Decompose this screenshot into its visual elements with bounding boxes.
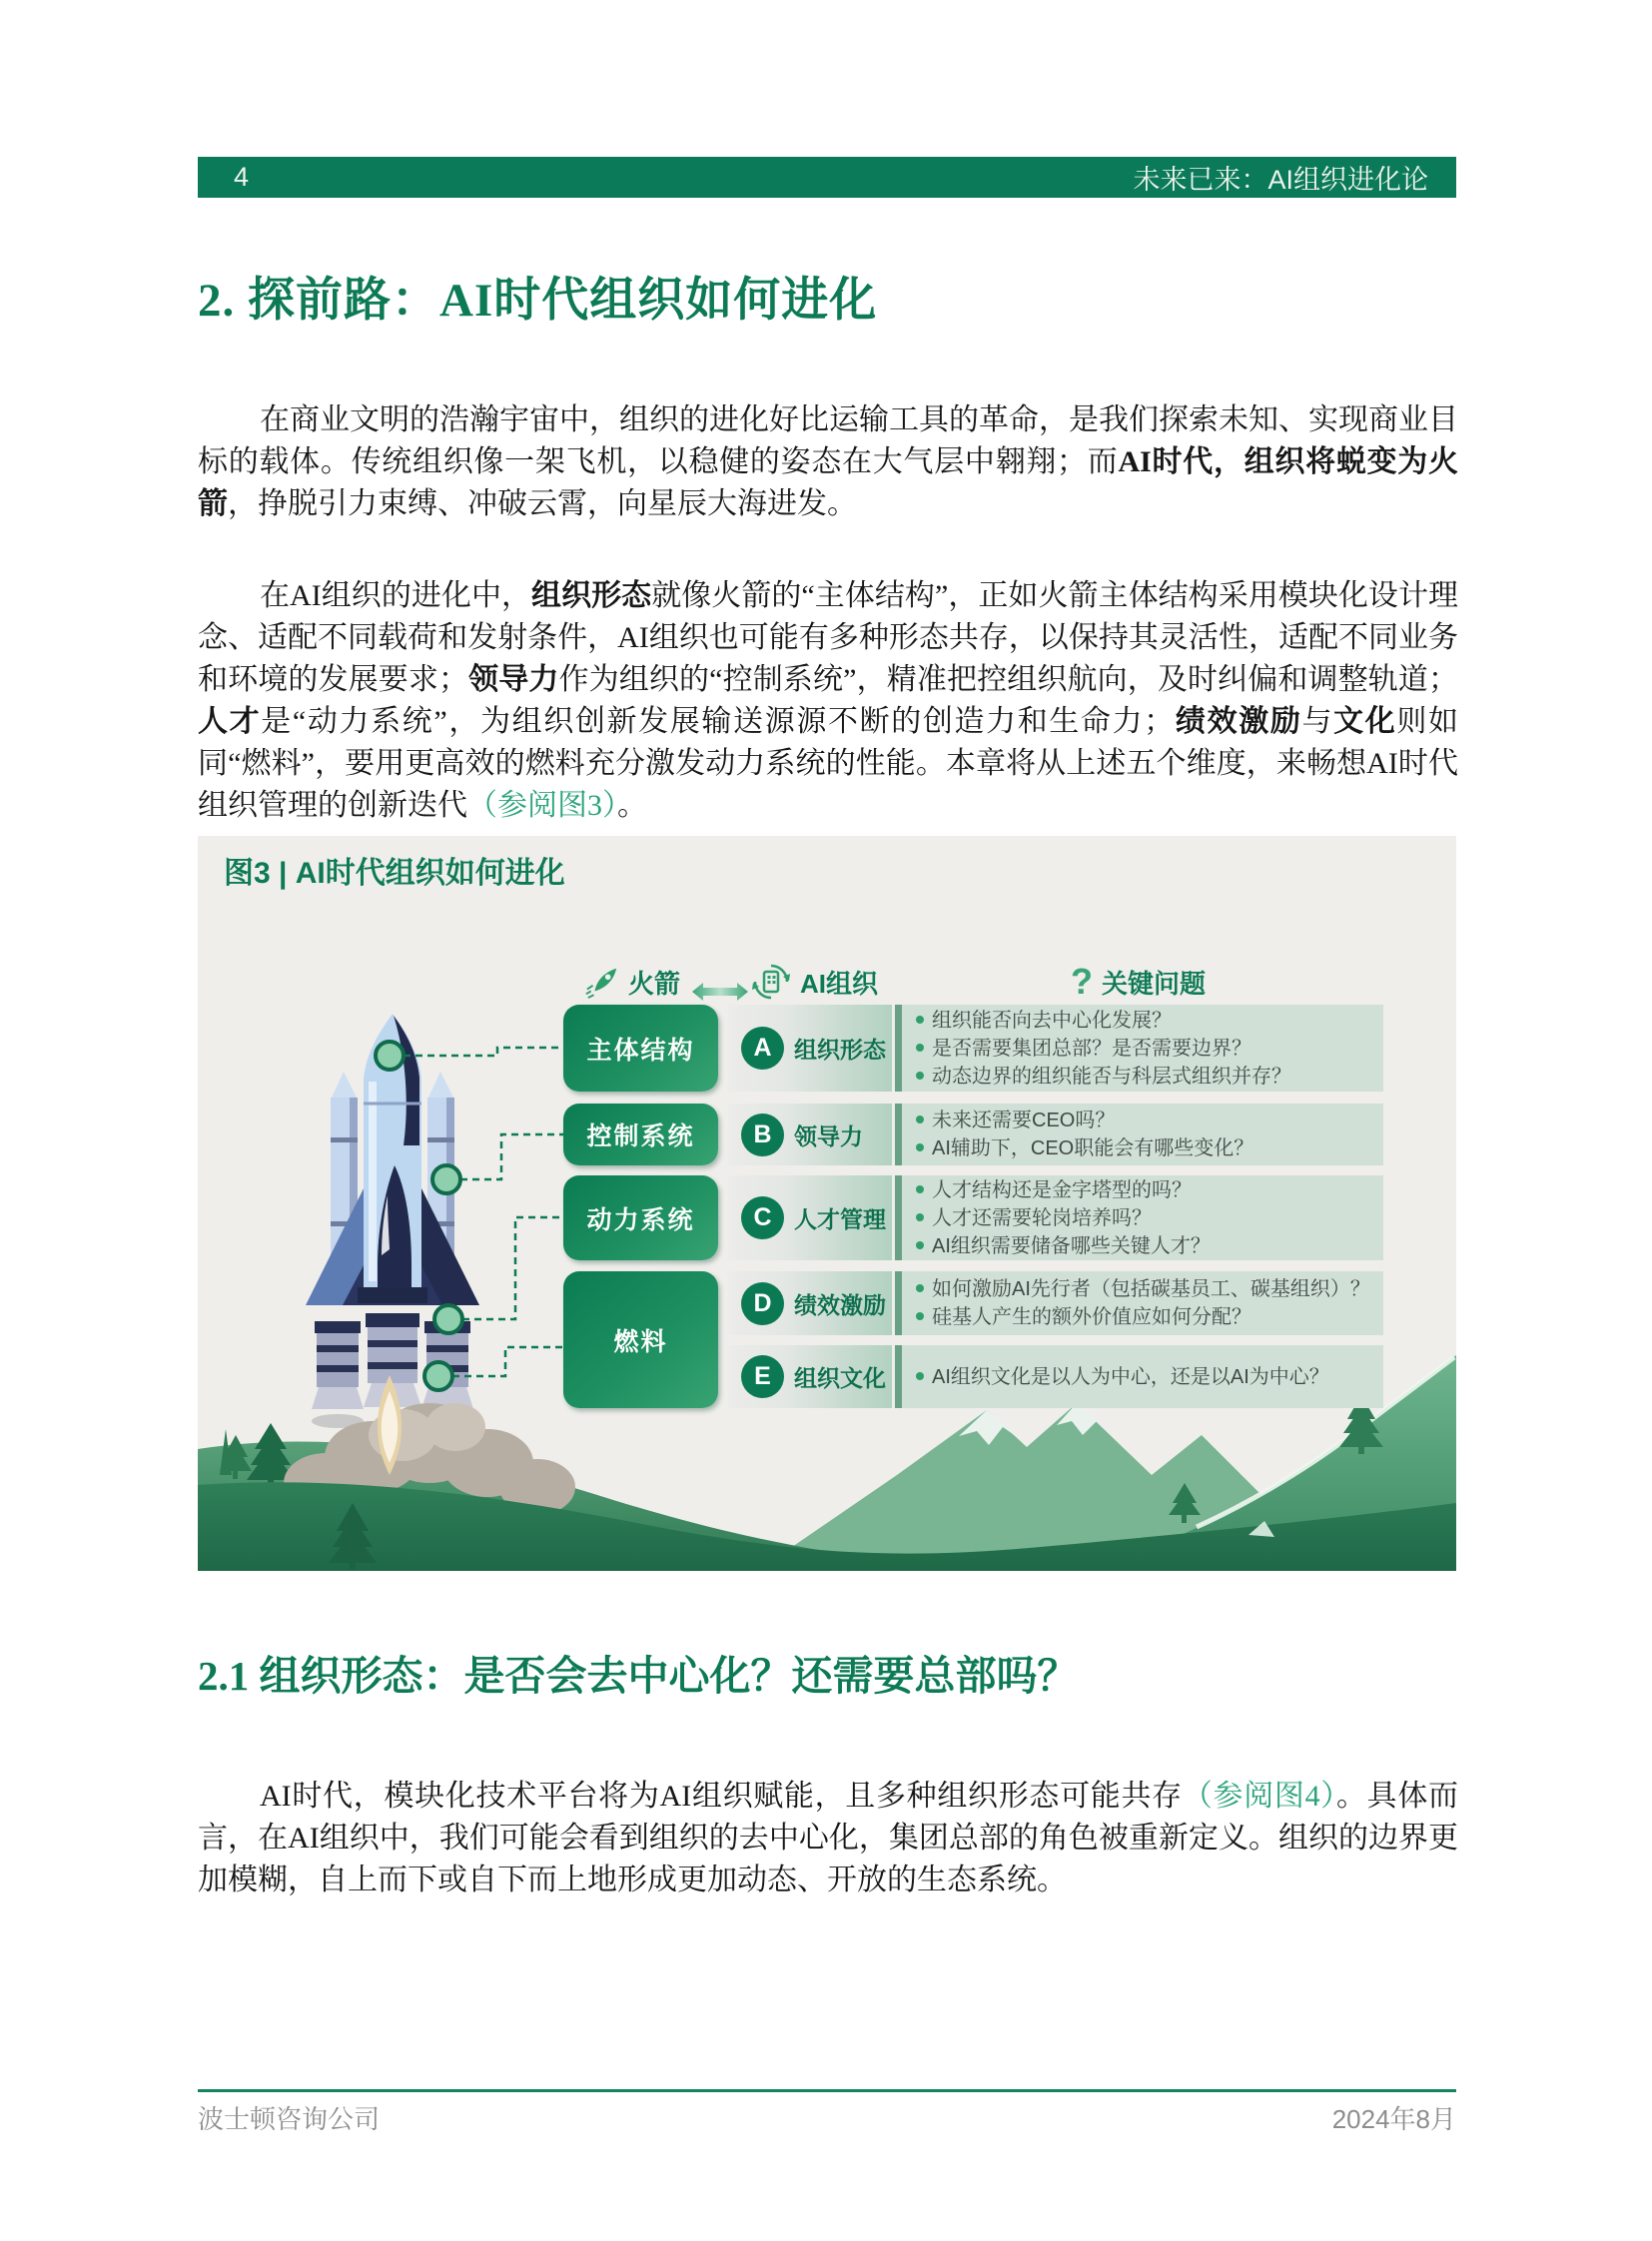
legend-questions-label: 关键问题 <box>1102 968 1207 999</box>
questions-list-d <box>902 1275 1383 1331</box>
figure-reference-link[interactable]: （参阅图4） <box>1182 1780 1336 1813</box>
paragraph-1: 在商业文明的浩瀚宇宙中，组织的进化好比运输工具的革命，是我们探索未知、实现商业目标的载体。传统组织像一架飞机，以稳健的姿态在大气层中翱翔；而AI时代，组织将蜕变为火箭，挣脱引力束缚、冲破云霄，向星辰大海进发。 <box>198 403 1459 520</box>
question-bullet: AI辅助下，CEO职能会有哪些变化？ <box>916 1134 1373 1162</box>
bullet-dot-icon <box>916 1044 924 1052</box>
page-number: 4 <box>234 162 250 192</box>
concept-box-b <box>728 1104 892 1165</box>
figure-title: 图3 | AI时代组织如何进化 <box>224 857 565 890</box>
paragraph-3: AI时代，模块化技术平台将为AI组织赋能，且多种组织形态可能共存（参阅图4）。具体而言，在AI组织中，我们可能会看到组织的去中心化，集团总部的角色被重新定义。组织的边界更加模糊，自上而下或自下而上地形成更加动态、开放的生态系统。 <box>198 1780 1459 1896</box>
bullet-dot-icon <box>916 1016 924 1024</box>
footer-date: 2024年8月 <box>1331 2104 1456 2134</box>
part-box-control: 控制系统 <box>563 1104 718 1165</box>
rocket <box>306 1014 479 1428</box>
part-box-fuel: 燃料 <box>563 1271 718 1408</box>
double-arrow-icon <box>692 980 748 1004</box>
bullet-dot-icon <box>916 1241 924 1249</box>
figure-3 <box>198 836 1456 1571</box>
legend-rocket-label: 火箭 <box>628 968 681 999</box>
ai-organization-icon <box>751 962 791 1002</box>
legend-org <box>751 960 878 1004</box>
questions-box-a <box>895 1005 1383 1092</box>
question-bullet: 人才结构还是金字塔型的吗？ <box>916 1176 1373 1204</box>
question-mark-icon: ? <box>1071 961 1093 1002</box>
concept-box-a <box>728 1005 892 1092</box>
page-header <box>198 157 1456 198</box>
legend-rocket <box>585 960 680 1004</box>
part-box-power: 动力系统 <box>563 1175 718 1260</box>
legend-arrow <box>692 970 748 1014</box>
letter-badge-e: E <box>741 1355 784 1398</box>
questions-box-c <box>895 1175 1383 1260</box>
concept-box-c <box>728 1175 892 1260</box>
subsection-heading: 2.1 组织形态：是否会去中心化？还需要总部吗？ <box>198 1653 1079 1699</box>
part-box-structure: 主体结构 <box>563 1005 718 1092</box>
concept-label-e: 组织文化 <box>794 1365 886 1391</box>
letter-badge-a: A <box>741 1027 784 1070</box>
letter-badge-c: C <box>741 1196 784 1239</box>
bullet-dot-icon <box>916 1185 924 1193</box>
bullet-dot-icon <box>916 1372 924 1380</box>
paragraph-2: 在AI组织的进化中，组织形态就像火箭的“主体结构”，正如火箭主体结构采用模块化设计理念、适配不同载荷和发射条件，AI组织也可能有多种形态共存，以保持其灵活性，适配不同业务和环境的发展要求；领导力作为组织的“控制系统”，精准把控组织航向，及时纠偏和调整轨道；人才是“动力系统”，为组织创新发展输送源源不断的创造力和生命力；绩效激励与文化则如同“燃料”，要用更高效的燃料充分激发动力系统的性能。本章将从上述五个维度，来畅想AI时代组织管理的创新迭代（参阅图3）。 <box>198 579 1459 822</box>
questions-box-d <box>895 1271 1383 1335</box>
question-bullet: AI组织需要储备哪些关键人才？ <box>916 1232 1373 1260</box>
concept-label-a: 组织形态 <box>794 1037 886 1063</box>
question-bullet: 如何激励AI先行者（包括碳基员工、碳基组织）？ <box>916 1275 1373 1303</box>
questions-list-c <box>902 1176 1383 1260</box>
questions-list-b <box>902 1107 1383 1162</box>
questions-box-b <box>895 1104 1383 1165</box>
concept-label-c: 人才管理 <box>794 1206 886 1232</box>
questions-list-a <box>902 1007 1383 1091</box>
questions-list-e <box>902 1363 1383 1391</box>
rocket-icon <box>585 964 619 1000</box>
concept-label-b: 领导力 <box>794 1122 863 1149</box>
question-bullet: 人才还需要轮岗培养吗？ <box>916 1204 1373 1232</box>
concept-box-e <box>728 1345 892 1408</box>
footer-company: 波士顿咨询公司 <box>198 2104 381 2134</box>
concept-box-d <box>728 1271 892 1335</box>
figure-reference-link[interactable]: （参阅图3） <box>467 789 617 822</box>
question-bullet: 未来还需要CEO吗？ <box>916 1107 1373 1134</box>
bullet-dot-icon <box>916 1143 924 1151</box>
concept-label-d: 绩效激励 <box>794 1291 886 1318</box>
legend-questions <box>1071 960 1206 1004</box>
questions-box-e <box>895 1345 1383 1408</box>
question-bullet: AI组织文化是以人为中心，还是以AI为中心？ <box>916 1363 1373 1391</box>
bullet-dot-icon <box>916 1072 924 1080</box>
section-heading: 2. 探前路：AI时代组织如何进化 <box>198 275 878 327</box>
letter-badge-b: B <box>741 1114 784 1156</box>
question-bullet: 硅基人产生的额外价值应如何分配？ <box>916 1303 1373 1331</box>
header-title: 未来已来：AI组织进化论 <box>1133 165 1428 195</box>
question-bullet: 组织能否向去中心化发展？ <box>916 1007 1373 1035</box>
bullet-dot-icon <box>916 1116 924 1123</box>
bullet-dot-icon <box>916 1284 924 1292</box>
bullet-dot-icon <box>916 1213 924 1221</box>
bullet-dot-icon <box>916 1312 924 1320</box>
legend-org-label: AI组织 <box>800 968 879 999</box>
question-bullet: 动态边界的组织能否与科层式组织并存？ <box>916 1063 1373 1091</box>
letter-badge-d: D <box>741 1282 784 1325</box>
footer-divider <box>198 2089 1456 2092</box>
question-bullet: 是否需要集团总部？是否需要边界？ <box>916 1035 1373 1063</box>
